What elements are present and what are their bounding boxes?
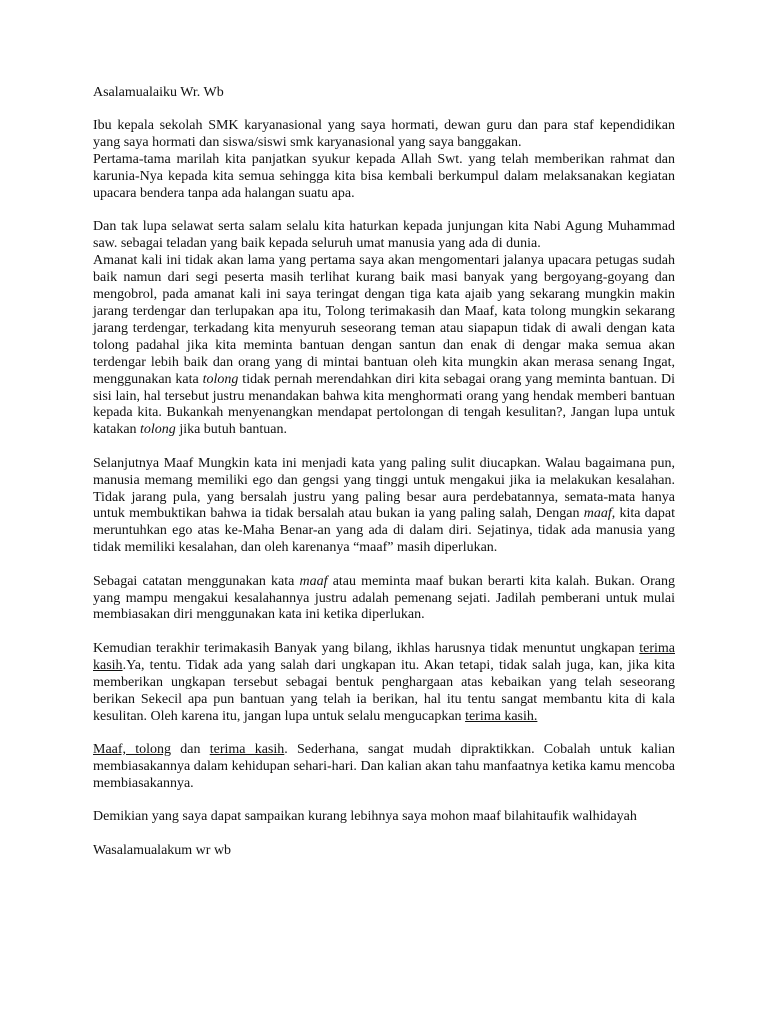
text-run: tidak pernah merendahkan diri kita sebagai orang yang meminta bantuan. Di sisi lain, hal tersebut justru menandakan bahwa kita menghormati orang yang hendak memberi bantuan kepada kita. Bukankah menyenangkan mendapat pertolongan di tengah kesulitan?, Jangan lupa untuk katakan — [93, 371, 675, 438]
paragraph-selawat: Dan tak lupa selawat serta salam selalu kita haturkan kepada junjungan kita Nabi Agung Muhammad saw. sebagai teladan yang baik kepada seluruh umat manusia yang ada di dunia. — [93, 219, 675, 252]
text-run: Kemudian terakhir terimakasih Banyak yang bilang, ikhlas harusnya tidak menuntut ungkapan — [93, 640, 640, 656]
paragraph-opening: Pertama-tama marilah kita panjatkan syukur kepada Allah Swt. yang telah memberikan rahmat dan karunia-Nya kepada kita semua sehingga kita bisa kembali berkumpul dalam melaksanakan kegiatan upacara bendera tanpa ada halangan suatu apa. — [93, 152, 675, 202]
emphasis-maaf: maaf — [583, 506, 612, 522]
paragraph-salutation: Ibu kepala sekolah SMK karyanasional yang saya hormati, dewan guru dan para staf kependidikan yang saya hormati dan siswa/siswi smk karyanasional yang saya banggakan. — [93, 118, 675, 151]
paragraph-amanat — [93, 253, 675, 439]
paragraph-demikian: Demikian yang saya dapat sampaikan kurang lebihnya saya mohon maaf bilahitaufik walhidayah — [93, 809, 637, 825]
text-run: Sebagai catatan menggunakan kata — [93, 573, 300, 589]
underline-terima-kasih: terima kasih — [93, 640, 675, 673]
emphasis-tolong: tolong — [202, 371, 239, 387]
underline-maaf-tolong: Maaf, tolong — [93, 741, 172, 757]
text-run: dan — [171, 741, 210, 757]
greeting: Asalamualaiku Wr. Wb — [93, 85, 224, 100]
text-run: .Ya, tentu. Tidak ada yang salah dari ungkapan itu. Akan tetapi, tidak salah juga, kan, jika kita memberikan ungkapan tersebut sebagai bentuk penghargaan atas kebaikan yang telah seseorang berikan Sekecil apa pun bantuan yang telah ia berikan, hal itu tentu sangat membantu kita di kala kesulitan. Oleh karena itu, jangan lupa untuk selalu mengucapkan — [93, 657, 675, 724]
text-run: Selanjutnya Maaf Mungkin kata ini menjadi kata yang paling sulit diucapkan. Walau bagaimana pun, manusia memang memiliki ego dan gengsi yang tinggi untuk mengakui jika ia melakukan kesalahan. Tidak jarang pula, yang bersalah justru yang paling besar aura perdebatannya, semata-mata hanya untuk membuktikan bahwa ia tidak bersalah atau bukan ia yang paling salah, Dengan — [93, 455, 675, 522]
text-run: . Sederhana, sangat mudah dipraktikkan. Cobalah untuk kalian membiasakannya dalam kehidupan sehari-hari. Dan kalian akan tahu manfaatnya ketika kamu mencoba membiasakannya. — [93, 741, 676, 791]
underline-terima-kasih: terima kasih. — [465, 708, 538, 724]
closing: Wasalamualakum wr wb — [93, 842, 232, 858]
text-run: jika butuh bantuan. — [175, 422, 288, 438]
text-run: Amanat kali ini tidak akan lama yang pertama saya akan mengomentari jalanya upacara petugas sudah baik namun dari segi peserta masih terlihat kurang baik masi banyak yang bergoyang-goyang dan mengobrol, pada amanat kali ini saya teringat dengan tiga kata ajaib yang sekarang mungkin makin jarang terdengar dan terlupakan apa itu, Tolong terimakasih dan Maaf, kata tolong mungkin sekarang jarang terdengar, terkadang kita menyuruh seseorang teman atau siapapun tidak di awali dengan kata tolong padahal jika kita meminta bantuan dengan santun dan enak di dengar maka semua akan terdengar lebih baik dan orang yang di mintai bantuan oleh kita mungkin akan merasa senang Ingat, menggunakan kata — [93, 253, 675, 387]
paragraph-terimakasih — [93, 641, 675, 726]
text-run: , kita dapat meruntuhkan ego atas ke-Maha Benar-an yang ada di dalam diri. Sejatinya, tidak ada manusia yang tidak memiliki kesalahan, dan oleh karenanya “maaf” masih diperlukan. — [93, 506, 675, 556]
paragraph-catatan — [93, 574, 675, 625]
emphasis-maaf: maaf — [299, 573, 328, 589]
text-run: atau meminta maaf bukan berarti kita kalah. Bukan. Orang yang mampu mengakui kesalahannya justru adalah pemenang sejati. Jadilah pemberani untuk mulai membiasakan diri menggunakan kata ini ketika diperlukan. — [93, 573, 675, 623]
paragraph-maaf — [93, 456, 675, 557]
document-page — [93, 85, 675, 876]
paragraph-summary — [93, 742, 675, 793]
emphasis-tolong: tolong — [140, 422, 176, 438]
underline-terima-kasih: terima kasih — [209, 741, 285, 757]
